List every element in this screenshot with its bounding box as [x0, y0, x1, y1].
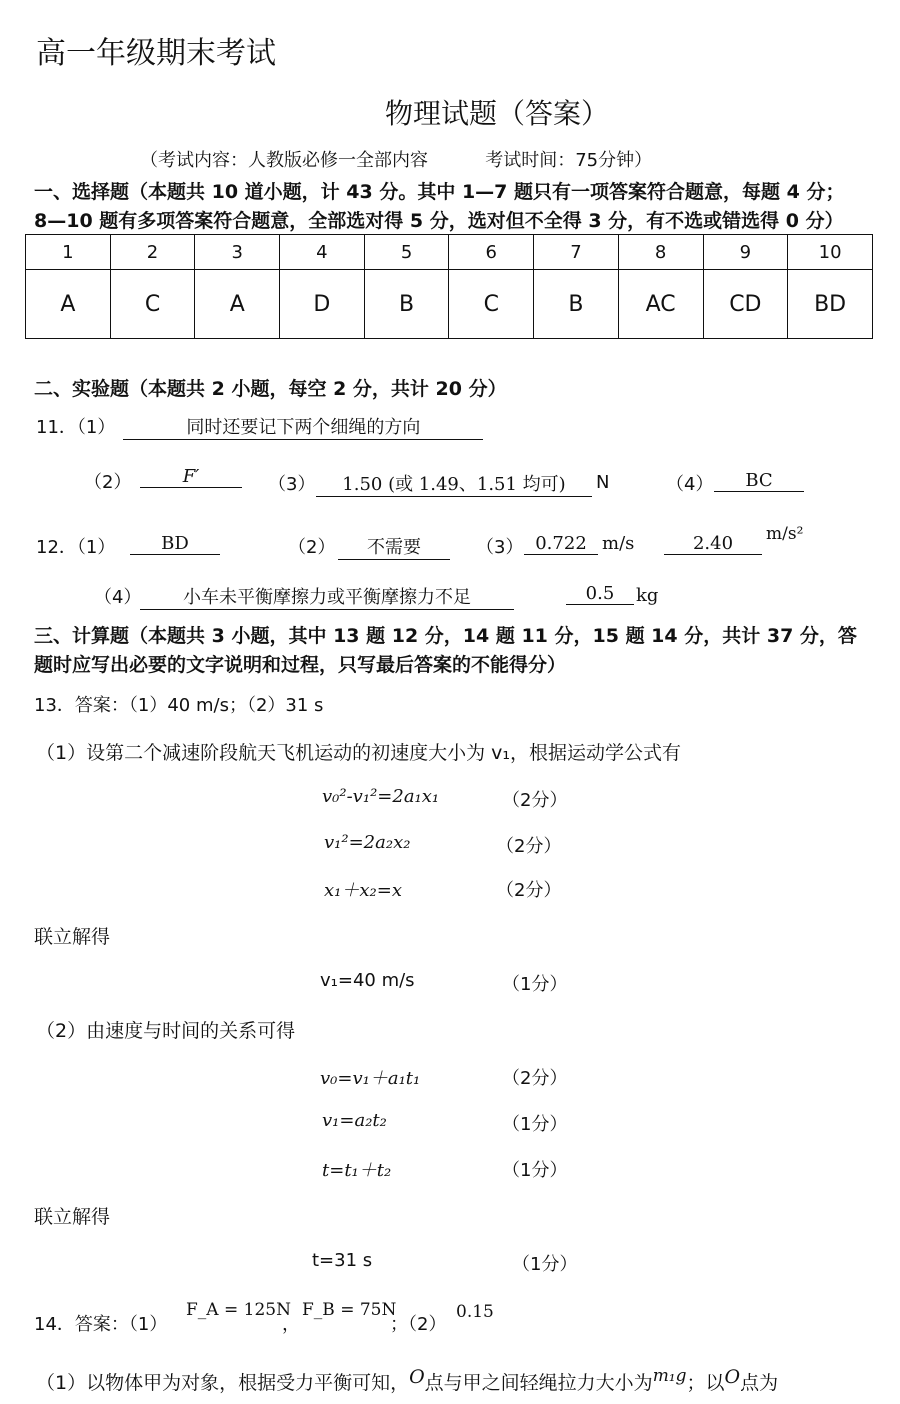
q13-equation6: v₁=a₂t₂ — [322, 1110, 387, 1131]
section3-heading-line1: 三、计算题（本题共 3 小题，其中 13 题 12 分，14 题 11 分，15 题 14 分，共计 37 分，答 — [34, 625, 857, 647]
question-number: 3 — [195, 235, 280, 270]
answer-cell: AC — [618, 270, 703, 339]
q11-part2-label: （2） — [84, 472, 132, 493]
q13-equation5: v₀=v₁＋a₁t₁ — [320, 1068, 421, 1089]
q13-solve2: 联立解得 — [34, 1206, 111, 1228]
q11-answer2: F′ — [140, 466, 242, 488]
q13-equation1: v₀²-v₁²=2a₁x₁ — [322, 786, 440, 807]
question-number: 9 — [703, 235, 788, 270]
q11-part3-label: （3） — [268, 474, 316, 495]
q13-equation7: t=t₁＋t₂ — [322, 1160, 392, 1181]
section3-heading-line2: 题时应写出必要的文字说明和过程，只写最后答案的不能得分） — [34, 654, 567, 676]
q11-number: 11．（1） — [36, 417, 116, 438]
question-number: 10 — [788, 235, 873, 270]
q12-answer5: 0.5 — [566, 583, 634, 605]
answer-cell: D — [280, 270, 365, 339]
question-number: 1 — [26, 235, 111, 270]
answer-table-answers — [26, 270, 873, 339]
q12-part3-label: （3） — [476, 537, 524, 558]
q11-answer1: 同时还要记下两个细绳的方向 — [123, 413, 483, 440]
q13-equation4: v₁=40 m/s — [320, 970, 415, 991]
question-number: 5 — [364, 235, 449, 270]
q12-unit3b: m/s² — [766, 524, 804, 544]
q13-score7: （1分） — [502, 1160, 568, 1181]
q13-score1: （2分） — [502, 790, 568, 811]
answer-cell: CD — [703, 270, 788, 339]
q13-part1-text: （1）设第二个减速阶段航天飞机运动的初速度大小为 v₁，根据运动学公式有 — [36, 742, 681, 764]
q11-line1 — [36, 413, 483, 440]
question-number: 8 — [618, 235, 703, 270]
q12-number: 12．（1） — [36, 537, 116, 558]
grade-title: 高一年级期末考试 — [36, 36, 276, 71]
section2-heading: 二、实验题（本题共 2 小题，每空 2 分，共计 20 分） — [34, 378, 507, 400]
q12-answer4: 小车未平衡摩擦力或平衡摩擦力不足 — [140, 583, 514, 610]
answer-table-numbers — [26, 235, 873, 270]
section1-heading-line2: 8—10 题有多项答案符合题意，全部选对得 5 分，选对但不全得 3 分，有不选或错选得 0 分） — [34, 210, 844, 232]
q13-answer: 13．答案：（1）40 m/s；（2）31 s — [34, 695, 324, 716]
q12-part2-label: （2） — [288, 537, 336, 558]
q14-point-o2: O — [724, 1366, 741, 1388]
q14-force-a: F_A = 125N — [186, 1300, 291, 1320]
q12-answer3b: 2.40 — [664, 533, 762, 555]
q12-unit5: kg — [636, 585, 659, 606]
question-number: 6 — [449, 235, 534, 270]
q11-unit3: N — [596, 472, 610, 493]
q14-part2-value: 0.15 — [456, 1302, 494, 1322]
q12-part4-label: （4） — [94, 587, 142, 608]
q13-solve1: 联立解得 — [34, 926, 111, 948]
q13-score2: （2分） — [496, 836, 562, 857]
q11-answer3: 1.50 (或 1.49、1.51 均可) — [316, 470, 592, 497]
exam-info: （考试内容：人教版必修一全部内容 考试时间：75分钟） — [140, 150, 653, 171]
q14-part1-text — [36, 1368, 778, 1395]
q14-part2-prefix: ；（2） — [390, 1314, 447, 1335]
paper-title: 物理试题（答案） — [385, 97, 610, 130]
q13-score4: （1分） — [502, 974, 568, 995]
q13-score5: （2分） — [502, 1068, 568, 1089]
q11-part4-label: （4） — [666, 474, 714, 495]
q12-answer1: BD — [130, 533, 220, 555]
q14-answer-prefix: 14．答案：（1） — [34, 1314, 168, 1335]
q12-unit3: m/s — [602, 533, 635, 554]
q12-answer3: 0.722 — [524, 533, 598, 555]
q13-equation3: x₁＋x₂=x — [324, 880, 402, 901]
q14-text-a: （1）以物体甲为对象，根据受力平衡可知， — [36, 1372, 410, 1394]
answer-cell: B — [534, 270, 619, 339]
q14-mg: m₁g — [652, 1366, 687, 1386]
q13-score8: （1分） — [512, 1254, 578, 1275]
q13-score3: （2分） — [496, 880, 562, 901]
question-number: 7 — [534, 235, 619, 270]
answer-cell: BD — [788, 270, 873, 339]
q13-equation2: v₁²=2a₂x₂ — [324, 832, 411, 853]
q14-text-c: ；以 — [686, 1372, 725, 1394]
q14-point-o: O — [409, 1366, 425, 1388]
answer-cell: A — [26, 270, 111, 339]
q14-force-b: F_B = 75N — [302, 1300, 397, 1320]
answer-table — [25, 234, 873, 339]
answer-cell: B — [364, 270, 449, 339]
q13-score6: （1分） — [502, 1114, 568, 1135]
q12-answer2: 不需要 — [338, 533, 450, 560]
q13-equation8: t=31 s — [312, 1250, 373, 1271]
q14-separator: ， — [282, 1314, 300, 1335]
q14-text-b: 点与甲之间轻绳拉力大小为 — [424, 1372, 653, 1394]
section1-heading-line1: 一、选择题（本题共 10 道小题，计 43 分。其中 1—7 题只有一项答案符合题意，每题 4 分； — [34, 181, 845, 203]
answer-cell: A — [195, 270, 280, 339]
q13-part2-text: （2）由速度与时间的关系可得 — [36, 1020, 296, 1042]
question-number: 4 — [280, 235, 365, 270]
answer-cell: C — [449, 270, 534, 339]
answer-cell: C — [110, 270, 195, 339]
q14-text-d: 点为 — [740, 1372, 779, 1394]
q11-answer4: BC — [714, 470, 804, 492]
question-number: 2 — [110, 235, 195, 270]
